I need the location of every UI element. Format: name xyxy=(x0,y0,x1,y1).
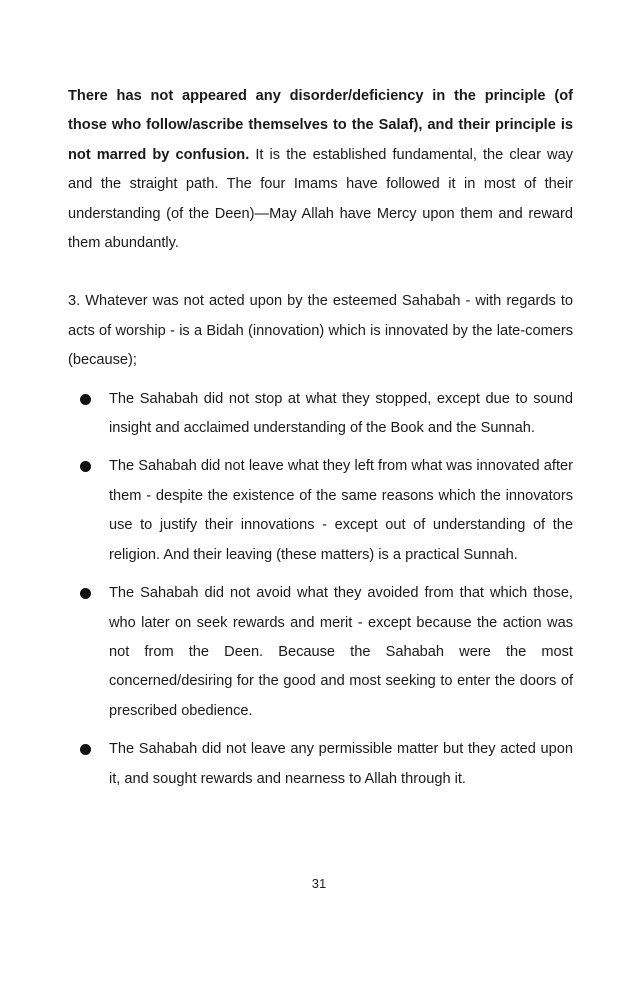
point-3-paragraph: 3. Whatever was not acted upon by the esteemed Sahabah - with regards to acts of worship - is a Bidah (innovation) which is innovated by the late-comers (because); xyxy=(68,293,573,369)
list-item xyxy=(68,735,573,794)
bullet-list xyxy=(68,385,573,794)
bullet-text: The Sahabah did not leave any permissible matter but they acted upon it, and sought rewards and nearness to Allah through it. xyxy=(109,741,573,787)
list-item xyxy=(68,385,573,444)
intro-rest-text: It is the established fundamental, the clear way and the straight path. The four Imams have followed it in most of their understanding (of the Deen)—May Allah have Mercy upon them and reward them abundantly. xyxy=(68,146,574,252)
bullet-text: The Sahabah did not leave what they left from what was innovated after them - despite the existence of the same reasons which the innovators use to justify their innovations - except out of understanding of the religion. And their leaving (these matters) is a practical Sunnah. xyxy=(109,458,573,563)
list-item xyxy=(68,452,573,570)
page-body xyxy=(68,82,573,794)
bullet-dot-icon xyxy=(80,588,91,599)
bullet-dot-icon xyxy=(80,461,91,472)
list-item xyxy=(68,579,573,726)
bullet-dot-icon xyxy=(80,394,91,405)
bullet-text: The Sahabah did not avoid what they avoided from that which those, who later on seek rewards and merit - except because the action was not from the Deen. Because the Sahabah were the most concerned/desiring for the good and most seeking to enter the doors of prescribed obedience. xyxy=(109,585,573,719)
intro-paragraph xyxy=(68,82,573,258)
bullet-dot-icon xyxy=(80,744,91,755)
bullet-text: The Sahabah did not stop at what they stopped, except due to sound insight and acclaimed understanding of the Book and the Sunnah. xyxy=(109,390,573,437)
page-number: 31 xyxy=(311,876,327,891)
intro-bold-text: There has not appeared any disorder/deficiency in the principle (of those who follow/ascribe themselves to the Salaf), and their principle is not marred by confusion. xyxy=(68,88,573,163)
paragraph-spacer xyxy=(68,258,573,287)
